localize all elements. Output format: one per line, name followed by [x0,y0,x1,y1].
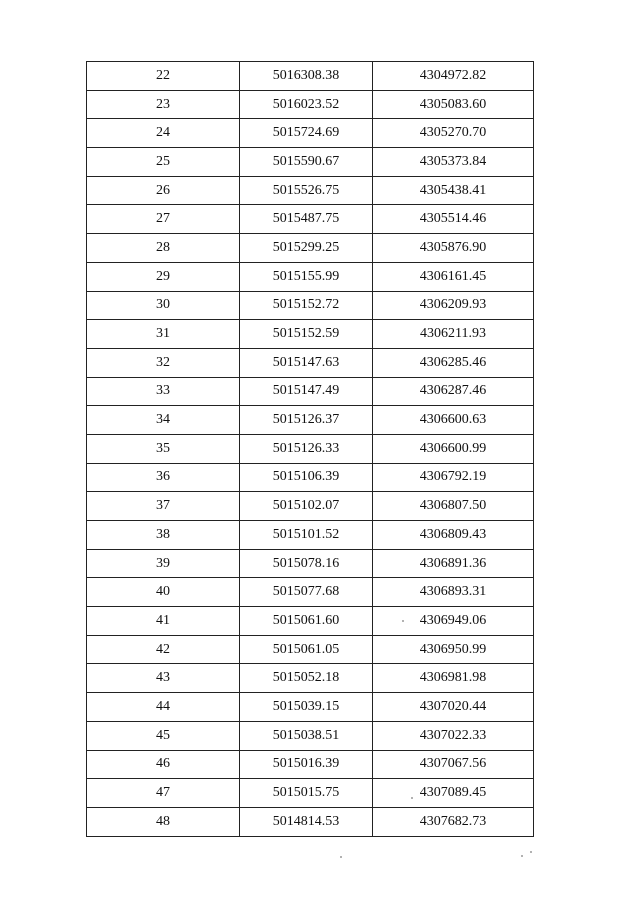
point-number-cell: 48 [87,807,240,836]
y-coordinate-cell: 4306950.99 [373,635,534,664]
x-coordinate-cell: 5015061.05 [240,635,373,664]
point-number-cell: 33 [87,377,240,406]
y-coordinate-cell: 4305083.60 [373,90,534,119]
x-coordinate-cell: 5015061.60 [240,607,373,636]
y-coordinate-cell: 4306161.45 [373,262,534,291]
table-row [87,635,534,664]
y-coordinate-cell: 4305373.84 [373,148,534,177]
point-number-cell: 35 [87,434,240,463]
point-number-cell: 28 [87,234,240,263]
point-number-cell: 25 [87,148,240,177]
table-row [87,90,534,119]
x-coordinate-cell: 5015015.75 [240,779,373,808]
y-coordinate-cell: 4306809.43 [373,521,534,550]
point-number-cell: 43 [87,664,240,693]
table-row [87,664,534,693]
table-row [87,463,534,492]
point-number-cell: 39 [87,549,240,578]
y-coordinate-cell: 4306807.50 [373,492,534,521]
table-row [87,521,534,550]
table-row [87,62,534,91]
table-row [87,578,534,607]
x-coordinate-cell: 5015016.39 [240,750,373,779]
point-number-cell: 32 [87,348,240,377]
point-number-cell: 41 [87,607,240,636]
y-coordinate-cell: 4305438.41 [373,176,534,205]
point-number-cell: 46 [87,750,240,779]
scan-speck [521,855,523,857]
x-coordinate-cell: 5015078.16 [240,549,373,578]
table-row [87,176,534,205]
point-number-cell: 34 [87,406,240,435]
point-number-cell: 22 [87,62,240,91]
scan-speck [340,856,342,858]
scan-speck [402,620,404,622]
x-coordinate-cell: 5015590.67 [240,148,373,177]
x-coordinate-cell: 5015106.39 [240,463,373,492]
y-coordinate-cell: 4305876.90 [373,234,534,263]
x-coordinate-cell: 5015147.49 [240,377,373,406]
point-number-cell: 24 [87,119,240,148]
table-row [87,291,534,320]
y-coordinate-cell: 4307682.73 [373,807,534,836]
point-number-cell: 36 [87,463,240,492]
x-coordinate-cell: 5016023.52 [240,90,373,119]
scan-speck [411,797,413,799]
x-coordinate-cell: 5015052.18 [240,664,373,693]
x-coordinate-cell: 5015299.25 [240,234,373,263]
y-coordinate-cell: 4307067.56 [373,750,534,779]
point-number-cell: 47 [87,779,240,808]
table-row [87,607,534,636]
y-coordinate-cell: 4306209.93 [373,291,534,320]
y-coordinate-cell: 4306792.19 [373,463,534,492]
table-row [87,807,534,836]
point-number-cell: 37 [87,492,240,521]
x-coordinate-cell: 5015152.59 [240,320,373,349]
x-coordinate-cell: 5016308.38 [240,62,373,91]
y-coordinate-cell: 4306981.98 [373,664,534,693]
y-coordinate-cell: 4307020.44 [373,693,534,722]
x-coordinate-cell: 5015147.63 [240,348,373,377]
table-row [87,148,534,177]
table-row [87,406,534,435]
table-row [87,377,534,406]
table-row [87,779,534,808]
x-coordinate-cell: 5015155.99 [240,262,373,291]
y-coordinate-cell: 4306600.63 [373,406,534,435]
y-coordinate-cell: 4306893.31 [373,578,534,607]
coordinate-table-body [87,62,534,837]
y-coordinate-cell: 4307022.33 [373,721,534,750]
table-row [87,234,534,263]
table-row [87,320,534,349]
table-row [87,434,534,463]
point-number-cell: 26 [87,176,240,205]
table-row [87,693,534,722]
table-row [87,750,534,779]
x-coordinate-cell: 5015102.07 [240,492,373,521]
x-coordinate-cell: 5015077.68 [240,578,373,607]
point-number-cell: 45 [87,721,240,750]
point-number-cell: 27 [87,205,240,234]
y-coordinate-cell: 4305514.46 [373,205,534,234]
y-coordinate-cell: 4306891.36 [373,549,534,578]
point-number-cell: 44 [87,693,240,722]
scan-speck [530,851,532,853]
point-number-cell: 38 [87,521,240,550]
y-coordinate-cell: 4306285.46 [373,348,534,377]
table-row [87,262,534,291]
y-coordinate-cell: 4304972.82 [373,62,534,91]
point-number-cell: 23 [87,90,240,119]
table-row [87,205,534,234]
point-number-cell: 30 [87,291,240,320]
y-coordinate-cell: 4307089.45 [373,779,534,808]
table-row [87,492,534,521]
y-coordinate-cell: 4305270.70 [373,119,534,148]
table-row [87,119,534,148]
point-number-cell: 40 [87,578,240,607]
x-coordinate-cell: 5015126.37 [240,406,373,435]
x-coordinate-cell: 5015526.75 [240,176,373,205]
coordinate-table [86,61,534,837]
x-coordinate-cell: 5015126.33 [240,434,373,463]
table-row [87,549,534,578]
y-coordinate-cell: 4306949.06 [373,607,534,636]
x-coordinate-cell: 5015038.51 [240,721,373,750]
x-coordinate-cell: 5014814.53 [240,807,373,836]
point-number-cell: 29 [87,262,240,291]
y-coordinate-cell: 4306600.99 [373,434,534,463]
x-coordinate-cell: 5015724.69 [240,119,373,148]
table-row [87,348,534,377]
point-number-cell: 31 [87,320,240,349]
table-row [87,721,534,750]
y-coordinate-cell: 4306211.93 [373,320,534,349]
y-coordinate-cell: 4306287.46 [373,377,534,406]
x-coordinate-cell: 5015039.15 [240,693,373,722]
x-coordinate-cell: 5015152.72 [240,291,373,320]
x-coordinate-cell: 5015487.75 [240,205,373,234]
point-number-cell: 42 [87,635,240,664]
x-coordinate-cell: 5015101.52 [240,521,373,550]
